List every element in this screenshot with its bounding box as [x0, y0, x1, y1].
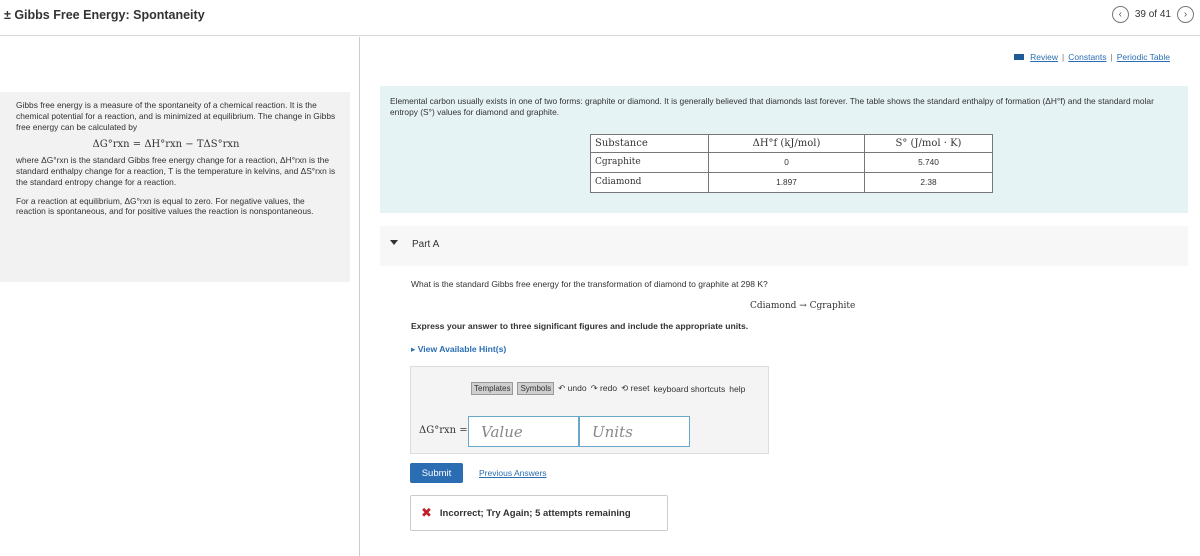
question-text: What is the standard Gibbs free energy for the transformation of diamond to graphite at 298 K?	[411, 279, 768, 289]
table-header: ΔH°f (kJ/mol)	[709, 135, 865, 153]
thermo-table	[590, 134, 993, 193]
table-row	[591, 173, 993, 193]
gibbs-equilibrium: For a reaction at equilibrium, ΔG°rxn is equal to zero. For negative values, the reaction is spontaneous, and for positive values the reaction is nonspontaneous.	[16, 195, 314, 217]
gibbs-terms: where ΔG°rxn is the standard Gibbs free energy change for a reaction, ΔH°rxn is the standard enthalpy change for a reaction, T is the temperature in kelvins, and ΔS°rxn is the standard entropy change for a reaction.	[16, 154, 336, 187]
value-input[interactable]: Value	[468, 416, 579, 447]
review-link[interactable]: Review	[1030, 52, 1059, 62]
page-navigation	[1112, 6, 1194, 23]
incorrect-x-icon: ✖	[421, 505, 432, 520]
reset-label: reset	[630, 383, 650, 393]
chevron-right-icon: ›	[1183, 9, 1188, 20]
answer-label: ΔG°rxn =	[419, 425, 468, 436]
symbols-button[interactable]: Symbols	[517, 382, 554, 395]
table-header: Substance	[591, 135, 709, 153]
reaction-equation: Cdiamond → Cgraphite	[750, 301, 856, 311]
feedback-text: Incorrect; Try Again; 5 attempts remaining	[439, 507, 631, 519]
table-cell: 0	[709, 153, 865, 173]
table-cell: 2.38	[865, 173, 993, 193]
page-title: ± Gibbs Free Energy: Spontaneity	[4, 8, 205, 22]
keyboard-shortcuts-button[interactable]: keyboard shortcuts	[653, 383, 726, 394]
reset-button[interactable]: ⟲ reset	[621, 383, 650, 393]
table-cell: 1.897	[709, 173, 865, 193]
answer-editor	[410, 366, 769, 454]
next-page-button[interactable]	[1177, 6, 1194, 23]
table-header: S° (J/mol · K)	[865, 135, 993, 153]
constants-link[interactable]: Constants	[1068, 52, 1107, 62]
templates-button[interactable]: Templates	[471, 382, 513, 395]
link-separator: |	[1110, 52, 1113, 62]
undo-button[interactable]: ↶ undo	[558, 383, 587, 393]
book-icon	[1014, 54, 1024, 60]
collapse-caret-icon[interactable]	[390, 240, 398, 245]
answer-instructions: Express your answer to three significant figures and include the appropriate units.	[411, 321, 749, 331]
redo-button[interactable]: ↷ redo	[590, 383, 618, 393]
top-bar	[0, 0, 1200, 36]
problem-intro	[380, 86, 1188, 213]
periodic-table-link[interactable]: Periodic Table	[1116, 52, 1170, 62]
resource-links	[1014, 52, 1170, 62]
table-row	[591, 153, 993, 173]
part-label: Part A	[412, 239, 440, 250]
previous-page-button[interactable]	[1112, 6, 1129, 23]
column-divider	[359, 37, 360, 556]
help-button[interactable]: help	[729, 383, 746, 394]
units-input[interactable]: Units	[579, 416, 690, 447]
table-cell: Cgraphite	[591, 153, 709, 173]
previous-answers-link[interactable]: Previous Answers	[479, 468, 547, 478]
intro-panel	[0, 92, 350, 282]
table-cell: 5.740	[865, 153, 993, 173]
gibbs-description: Gibbs free energy is a measure of the spontaneity of a chemical reaction. It is the chemical potential for a reaction, and is minimized at equilibrium. The change in Gibbs free energy can be calculated by	[16, 100, 336, 132]
submit-button[interactable]: Submit	[410, 463, 463, 483]
view-hints-link[interactable]: ▸ View Available Hint(s)	[411, 344, 507, 354]
part-a-header[interactable]	[380, 226, 1188, 266]
page-counter: 39 of 41	[1134, 9, 1171, 20]
chevron-left-icon: ‹	[1118, 9, 1123, 20]
redo-label: redo	[600, 383, 618, 393]
gibbs-equation: ΔG°rxn = ΔH°rxn − TΔS°rxn	[92, 138, 240, 150]
undo-label: undo	[567, 383, 587, 393]
feedback-box	[410, 495, 668, 531]
link-separator: |	[1062, 52, 1065, 62]
table-cell: Cdiamond	[591, 173, 709, 193]
intro-text: Elemental carbon usually exists in one of two forms: graphite or diamond. It is generally believed that diamonds last forever. The table shows the standard enthalpy of formation (ΔH°f) and the standard molar entropy (S°) values for diamond and graphite.	[390, 96, 1154, 118]
editor-toolbar	[471, 382, 745, 395]
